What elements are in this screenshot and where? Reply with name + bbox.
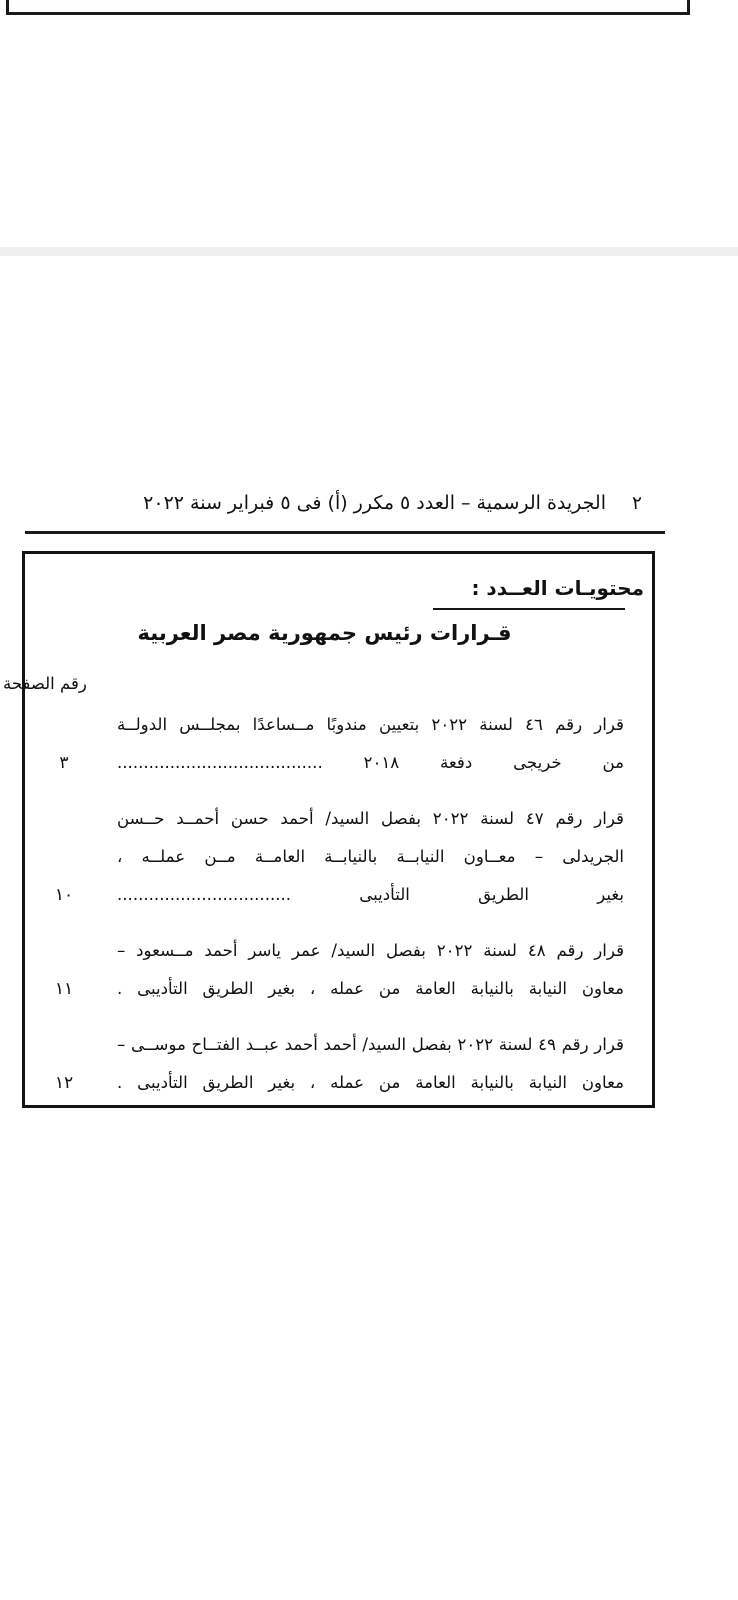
entry-page-number: ١٢ (54, 1073, 74, 1093)
entry-line-text: من خريجى دفعة ٢٠١٨ ....................................... (117, 753, 624, 772)
entry-line-text: قرار رقم ٤٩ لسنة ٢٠٢٢ بفصل السيد/ أحمد أحمد عبــد الفتــاح موســى – (117, 1035, 624, 1054)
list-item[interactable] (25, 1026, 652, 1102)
list-item[interactable] (25, 706, 652, 782)
entry-line-text: معاون النيابة بالنيابة العامة من عمله ، بغير الطريق التأديبى . (117, 979, 624, 998)
header-rule (25, 531, 665, 534)
header-publication-title: الجريدة الرسمية – العدد ٥ مكرر (أ) فى ٥ فبراير سنة ٢٠٢٢ (143, 492, 606, 514)
entry-line-text: قرار رقم ٤٧ لسنة ٢٠٢٢ بفصل السيد/ أحمد حسن أحمــد حــسن (117, 809, 624, 828)
contents-box (3, 551, 655, 1108)
entry-line-text: قرار رقم ٤٦ لسنة ٢٠٢٢ بتعيين مندوبًا مــساعدًا بمجلــس الدولــة (117, 715, 624, 734)
list-item[interactable] (25, 800, 652, 914)
entry-line-text: الجريدلى – معــاون النيابــة بالنيابــة العامــة مــن عملــه ، (117, 847, 624, 866)
list-item[interactable] (25, 932, 652, 1008)
entry-line-text: قرار رقم ٤٨ لسنة ٢٠٢٢ بفصل السيد/ عمر ياسر أحمد مــسعود – (117, 941, 625, 960)
contents-heading-underline (433, 608, 625, 610)
contents-entry-list (25, 706, 652, 1120)
entry-page-number: ١١ (54, 979, 74, 999)
section-heading: قـرارات رئيس جمهورية مصر العربية (137, 621, 512, 645)
entry-line-text: بغير الطريق التأديبى ................................. (117, 885, 624, 904)
header-page-number: ٢ (632, 493, 642, 514)
running-header (28, 492, 668, 526)
entry-line-text: معاون النيابة بالنيابة العامة من عمله ، بغير الطريق التأديبى . (117, 1073, 624, 1092)
entry-page-number: ١٠ (54, 885, 74, 905)
contents-heading-wrap (471, 576, 644, 600)
contents-heading: محتويـات العــدد : (471, 576, 644, 600)
scan-artifact-band (0, 247, 738, 256)
page-number-column-label: رقم الصفحة (3, 674, 87, 693)
entry-page-number: ٣ (59, 753, 69, 773)
top-box-fragment (6, 0, 690, 15)
